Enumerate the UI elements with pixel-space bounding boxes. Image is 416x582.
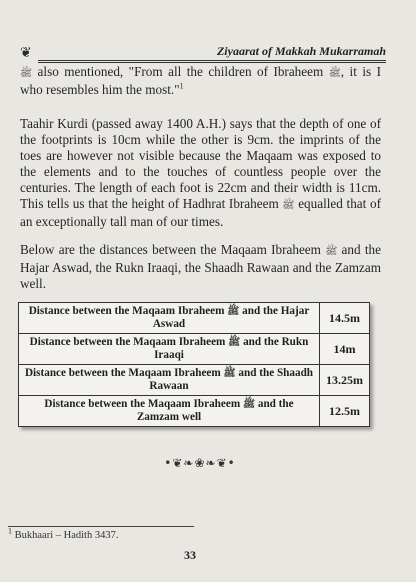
table-row bbox=[19, 365, 370, 396]
paragraph-1 bbox=[20, 64, 381, 98]
paragraph-2 bbox=[20, 116, 381, 230]
table-cell-label bbox=[19, 396, 320, 427]
row-label-b: and the Hajar Aswad bbox=[152, 305, 310, 330]
paragraph-3-text-b: and the Hajar Aswad, the Rukn Iraaqi, the Shaadh Rawaan and the Zamzam well. bbox=[20, 242, 381, 291]
row-label-a: Distance between the Maqaam Ibraheem bbox=[24, 367, 224, 379]
paragraph-3 bbox=[20, 242, 381, 292]
section-divider-ornament-icon: •❦❧❀❧❦• bbox=[164, 456, 236, 470]
distance-table-wrapper bbox=[18, 302, 370, 427]
table-row bbox=[19, 303, 370, 334]
salutation-symbol: ﷺ bbox=[223, 368, 236, 379]
header-title: Ziyaarat of Makkah Mukarramah bbox=[216, 44, 386, 58]
salutation-symbol: ﷺ bbox=[228, 337, 241, 348]
salutation-symbol: ﷺ bbox=[282, 200, 295, 211]
table-cell-label bbox=[19, 365, 320, 396]
footnote-rule bbox=[8, 526, 194, 527]
distance-table bbox=[18, 302, 370, 427]
paragraph-1-text-b: , it is I who resembles him the most." bbox=[20, 64, 381, 97]
footnote-marker: 1 bbox=[8, 526, 12, 536]
row-label-b: and the Rukn Iraaqi bbox=[154, 336, 309, 361]
header-ornament-icon: ❦ bbox=[20, 46, 32, 61]
paragraph-1-text-a: also mentioned, "From all the children of Ibraheem bbox=[32, 64, 329, 79]
salutation-symbol: ﷺ bbox=[20, 68, 33, 79]
page-number: 33 bbox=[184, 548, 196, 562]
table-cell-label bbox=[19, 334, 320, 365]
salutation-symbol: ﷺ bbox=[325, 246, 338, 257]
table-cell-value: 14m bbox=[320, 334, 370, 365]
table-cell-value: 13.25m bbox=[320, 365, 370, 396]
row-label-a: Distance between the Maqaam Ibraheem bbox=[44, 398, 243, 410]
row-label-a: Distance between the Maqaam Ibraheem bbox=[29, 336, 229, 348]
row-label-b: and the Shaadh Rawaan bbox=[149, 367, 314, 392]
header-rule bbox=[38, 60, 386, 63]
footnote bbox=[8, 526, 119, 541]
paragraph-3-text-a: Below are the distances between the Maqaam Ibraheem bbox=[20, 242, 326, 257]
table-row bbox=[19, 334, 370, 365]
footnote-reference[interactable]: 1 bbox=[179, 81, 184, 91]
running-header bbox=[20, 44, 386, 62]
table-cell-value: 12.5m bbox=[320, 396, 370, 427]
table-cell-label bbox=[19, 303, 320, 334]
paragraph-2-text-a: Taahir Kurdi (passed away 1400 A.H.) says that the depth of one of the footprints is 10cm while the other is 9cm. the imprints of the toes are however not visible because the Maqaam was exposed to the elements and to the touches of countless people over the centuries. The length of each foot is 22cm and their width is 11cm. This tells us that the height of Hadhrat Ibraheem bbox=[20, 116, 381, 211]
salutation-symbol: ﷺ bbox=[242, 399, 256, 410]
footnote-text: Bukhaari – Hadith 3437. bbox=[12, 530, 119, 541]
paragraph-2-text-b: equalled that of an exceptionally tall man of our times. bbox=[20, 196, 381, 229]
row-label-b: and the Zamzam well bbox=[136, 398, 294, 423]
row-label-a: Distance between the Maqaam Ibraheem bbox=[28, 305, 228, 317]
salutation-symbol: ﷺ bbox=[328, 68, 341, 79]
table-row bbox=[19, 396, 370, 427]
salutation-symbol: ﷺ bbox=[227, 306, 240, 317]
table-cell-value: 14.5m bbox=[320, 303, 370, 334]
